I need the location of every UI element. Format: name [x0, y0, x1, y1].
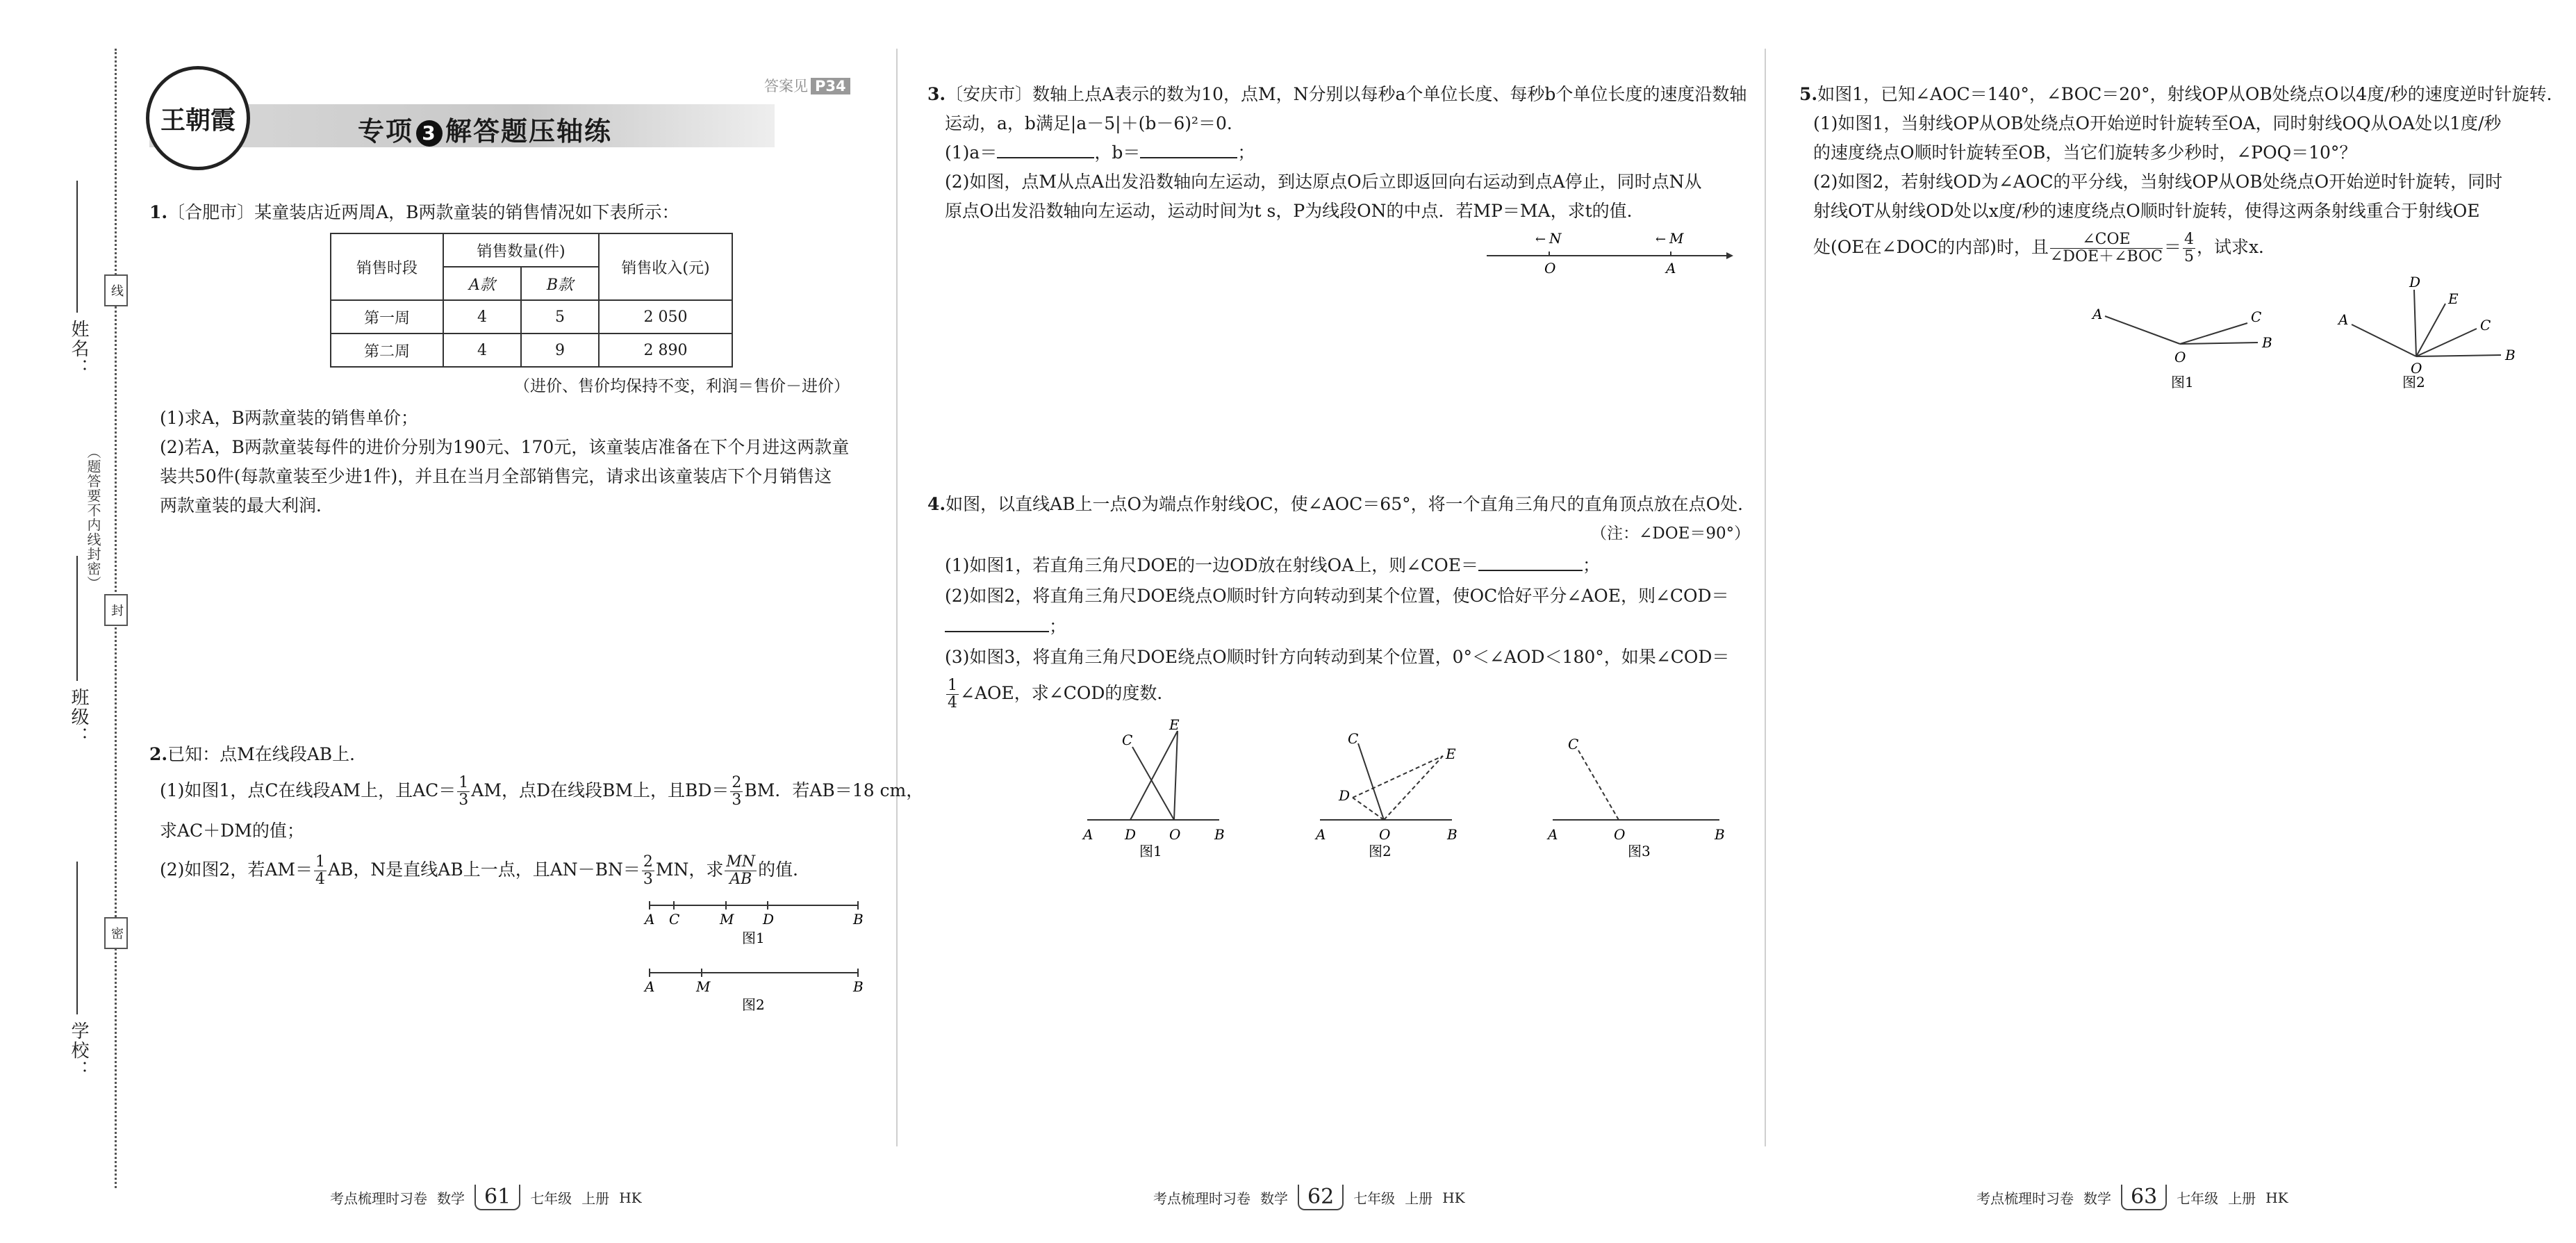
column-divider-1 — [896, 49, 898, 1146]
column-divider-2 — [1765, 49, 1766, 1146]
frac-den: 4 — [315, 871, 325, 888]
axis-arrow — [1726, 252, 1733, 259]
cell-income: 2 050 — [599, 300, 732, 334]
answer-page: P34 — [811, 78, 850, 94]
fraction-1-3 — [457, 775, 470, 809]
footer-subject: 数学 — [1260, 1190, 1288, 1207]
footer-page-63 — [1976, 1185, 2288, 1210]
label-o: O — [1544, 260, 1556, 277]
q2-part1-line1 — [160, 773, 923, 809]
q2-text: 已知：点M在线段AB上． — [167, 744, 368, 764]
label-b: B — [1715, 826, 1725, 843]
frac-den: 3 — [732, 791, 742, 809]
q4-part3-line2 — [945, 675, 1174, 711]
frac-num: 2 — [643, 853, 653, 871]
footer-grade: 七年级 — [530, 1190, 572, 1207]
label-a: A — [2338, 311, 2349, 328]
label-d: D — [1339, 787, 1351, 804]
q2-p1a: (1)如图1，点C在线段AM上，且AC＝ — [160, 780, 456, 800]
ray-oa — [2352, 324, 2416, 356]
label-c: C — [669, 911, 680, 928]
q3-number-line — [1483, 228, 1733, 277]
q5-figures — [2084, 274, 2529, 400]
q2-p2b: AB，N是直线AB上一点，且AN－BN＝ — [327, 859, 641, 880]
label-d: D — [1125, 826, 1137, 843]
th-a: A款 — [443, 267, 521, 300]
footer-page-61 — [330, 1185, 642, 1210]
q5-text: 如图1，已知∠AOC＝140°，∠BOC＝20°，射线OP从OB处绕点O以4度/秒的速度逆时针旋转． — [1817, 84, 2564, 104]
frac-den: 3 — [643, 871, 653, 888]
cell-a: 4 — [443, 300, 521, 334]
fig-caption: 图1 — [1139, 843, 1162, 859]
label-c: C — [1348, 730, 1359, 747]
q4-p2-end: ； — [1049, 616, 1067, 636]
q2-p2c: MN，求 — [655, 859, 724, 880]
q4-part2: (2)如图2，将直角三角尺DOE绕点O顺时针方向转动到某个位置，使OC恰好平分∠AOE，则∠COD＝ — [945, 586, 1729, 606]
title-text: 解答题压轴练 — [445, 116, 613, 147]
q4-part3-line1: (3)如图3，将直角三角尺DOE绕点O顺时针方向转动到某个位置，0°＜∠AOD＜180°，如果∠COD＝ — [945, 647, 1730, 667]
page-number: 63 — [2121, 1185, 2167, 1210]
q1-note: （进价、售价均保持不变，利润＝售价－进价） — [514, 377, 850, 395]
frac-num: MN — [726, 853, 756, 871]
label-d: D — [2409, 274, 2421, 290]
label-b: B — [1447, 826, 1458, 843]
label-b: B — [1214, 826, 1225, 843]
q4-p1-end: ； — [1583, 555, 1601, 575]
q4-fig2 — [1314, 730, 1458, 859]
footer-term: 上册 — [1405, 1190, 1433, 1207]
q5-part1-line2: 的速度绕点O顺时针旋转至OB，当它们旋转多少秒时，∠POQ＝10°？ — [1813, 142, 2357, 163]
page-number: 62 — [1298, 1185, 1344, 1210]
label-m: M — [1669, 230, 1684, 247]
fraction-2-3 — [730, 775, 743, 809]
school-field[interactable] — [76, 862, 78, 1014]
q5-fig1 — [2091, 306, 2272, 390]
q2-fig2 — [643, 969, 864, 1013]
th-qty: 销售数量(件) — [443, 233, 599, 267]
answer-blank-b[interactable] — [1140, 138, 1237, 158]
fraction-1-4 — [314, 854, 327, 888]
table-row — [331, 334, 732, 367]
label-e: E — [1169, 716, 1180, 733]
name-field[interactable] — [76, 181, 78, 313]
q4-p1: (1)如图1，若直角三角尺DOE的一边OD放在射线OA上，则∠COE＝ — [945, 555, 1479, 575]
label-a: A — [1083, 826, 1093, 843]
answer-reference — [764, 75, 850, 96]
label-a: A — [1666, 260, 1676, 277]
frac-den: AB — [729, 871, 752, 888]
frac-num: 2 — [732, 774, 742, 791]
ray-oc — [1358, 743, 1384, 820]
cell-b: 9 — [521, 334, 599, 367]
fig-caption: 图2 — [742, 996, 765, 1013]
frac-den: 3 — [459, 791, 469, 809]
page-number: 61 — [474, 1185, 520, 1210]
fig-caption: 图1 — [2171, 374, 2194, 390]
page-title — [358, 110, 612, 148]
q2-part1-line2: 求AC＋DM的值； — [160, 821, 304, 841]
q3-stem-line2: 运动，a，b满足|a－5|＋(b－6)²＝0. — [945, 113, 1232, 133]
ray-ob — [2416, 355, 2501, 356]
ray-oc — [1132, 747, 1174, 820]
q5-part2-line1: (2)如图2，若射线OD为∠AOC的平分线，当射线OP从OB处绕点O开始逆时针旋转，同时 — [1813, 172, 2503, 192]
q2-part2 — [160, 852, 810, 888]
label-o: O — [2174, 349, 2186, 365]
q4-p3b: ∠AOE，求∠COD的度数． — [960, 683, 1175, 703]
footer-version: HK — [2265, 1189, 2288, 1206]
q4-number: 4. — [927, 494, 946, 514]
label-n: N — [1549, 230, 1562, 247]
label-e: E — [1446, 746, 1456, 762]
q3-text: 〔安庆市〕数轴上点A表示的数为10，点M，N分别以每秒a个单位长度、每秒b个单位长度的速度沿数轴 — [946, 84, 1747, 104]
q2-p1b: AM，点D在线段BM上，且BD＝ — [471, 780, 729, 800]
label-a: A — [645, 978, 655, 995]
footer-version: HK — [1442, 1189, 1465, 1206]
side-de — [1353, 756, 1443, 798]
ray-od — [2414, 290, 2416, 356]
cell-period: 第一周 — [331, 300, 443, 334]
q1-part2-line3: 两款童装的最大利润． — [160, 495, 334, 516]
q2-p2a: (2)如图2，若AM＝ — [160, 859, 313, 880]
title-prefix: 专项 — [358, 116, 414, 147]
ray-od — [1353, 798, 1384, 820]
ray-ob — [2180, 343, 2258, 344]
q5-p2d: ＝ — [2163, 237, 2181, 257]
q2-p2d: 的值． — [758, 859, 811, 880]
sales-table — [330, 233, 733, 368]
fig-caption: 图2 — [1369, 843, 1392, 859]
q1-text: 〔合肥市〕某童装店近两周A，B两款童装的销售情况如下表所示： — [167, 202, 679, 222]
footer-term: 上册 — [581, 1190, 610, 1207]
q2-figures — [639, 893, 868, 1018]
q2-p1c: BM．若AB＝18 cm， — [744, 780, 924, 800]
cell-b: 5 — [521, 300, 599, 334]
fig-caption: 图1 — [742, 930, 765, 946]
label-b: B — [2262, 334, 2272, 351]
q3-number: 3. — [927, 84, 946, 104]
label-o: O — [1614, 826, 1626, 843]
binding-tag-mid: 封 — [104, 594, 128, 626]
fraction-coe — [2050, 231, 2163, 265]
label-o: O — [2411, 360, 2422, 377]
q4-fig3 — [1546, 736, 1725, 859]
frac-num: ∠COE — [2050, 231, 2163, 249]
q5-part2-line2: 射线OT从射线OD处以x度/秒的速度绕点O顺时针旋转，使得这两条射线重合于射线OE — [1813, 201, 2480, 221]
binding-tag-bot: 密 — [104, 917, 128, 949]
label-c: C — [2251, 308, 2262, 325]
frac-den: 4 — [948, 694, 957, 711]
q1-stem — [149, 195, 679, 231]
frac-num: 4 — [2183, 231, 2194, 248]
q4-text: 如图，以直线AB上一点O为端点作射线OC，使∠AOC＝65°，将一个直角三角尺的直角顶点放在点O处． — [946, 494, 1756, 514]
footer-series: 考点梳理时习卷 — [1976, 1190, 2074, 1207]
class-label: 班级： — [68, 688, 89, 746]
frac-num: 1 — [459, 774, 469, 791]
footer-subject: 数学 — [2083, 1190, 2111, 1207]
label-a: A — [1548, 826, 1558, 843]
label-d: D — [763, 911, 775, 928]
q3-part2-line2: 原点O出发沿数轴向左运动，运动时间为t s，P为线段ON的中点．若MP＝MA，求t的值． — [945, 201, 1644, 221]
footer-grade: 七年级 — [2177, 1190, 2219, 1207]
frac-num: 1 — [315, 853, 325, 871]
label-m: M — [696, 978, 711, 995]
q2-number: 2. — [149, 744, 168, 764]
publisher-logo: 王朝霞 — [146, 66, 250, 170]
answer-blank-cod[interactable] — [945, 611, 1049, 632]
fraction-4-5 — [2183, 231, 2195, 265]
label-a: A — [645, 911, 655, 928]
table-row — [331, 300, 732, 334]
binding-note: （题答要不内线封密） — [85, 445, 101, 591]
footer-term: 上册 — [2228, 1190, 2256, 1207]
footer-page-62 — [1153, 1185, 1465, 1210]
answer-blank-a[interactable] — [997, 138, 1094, 158]
q2-fig1 — [643, 901, 864, 946]
ray-oe — [1384, 756, 1443, 820]
q4-note: （注：∠DOE＝90°） — [1591, 525, 1751, 543]
q2-stem — [149, 736, 367, 773]
cell-income: 2 890 — [599, 334, 732, 367]
fraction-2-3b — [642, 854, 654, 888]
q1-part2-line1: (2)若A，B两款童装每件的进价分别为190元、170元，该童装店准备在下个月进这两款童 — [160, 437, 850, 457]
topic-badge: 3 — [416, 120, 443, 147]
q5-part2-line3 — [1813, 229, 2276, 265]
ray-oc — [1578, 750, 1619, 820]
q5-number: 5. — [1799, 84, 1818, 104]
arrow-left-m: ← — [1656, 232, 1667, 247]
th-b: B款 — [521, 267, 599, 300]
frac-den: 5 — [2183, 248, 2194, 265]
fig-caption: 图2 — [2402, 374, 2425, 390]
label-m: M — [720, 911, 734, 928]
q4-fig1 — [1082, 716, 1225, 859]
label-b: B — [853, 978, 864, 995]
footer-series: 考点梳理时习卷 — [330, 1190, 427, 1207]
q3-p1a: (1)a＝ — [945, 142, 998, 163]
ray-oc — [2416, 329, 2477, 356]
binding-tag-top: 线 — [104, 274, 128, 306]
name-label: 姓名： — [68, 320, 89, 378]
ray-oc — [2180, 323, 2247, 344]
class-field[interactable] — [76, 556, 78, 681]
q3-part2-line1: (2)如图，点M从点A出发沿数轴向左运动，到达原点O后立即返回向右运动到点A停止，同时点N从 — [945, 172, 1702, 192]
cell-period: 第二周 — [331, 334, 443, 367]
q5-p2e: ，试求x． — [2196, 237, 2277, 257]
th-income: 销售收入(元) — [599, 233, 732, 300]
fig-caption: 图3 — [1628, 843, 1651, 859]
school-label: 学校： — [68, 1021, 89, 1080]
q4-figures — [1073, 716, 1740, 862]
side-de — [1130, 731, 1178, 820]
footer-series: 考点梳理时习卷 — [1153, 1190, 1250, 1207]
footer-subject: 数学 — [437, 1190, 465, 1207]
label-e: E — [2448, 290, 2459, 307]
q1-part1: (1)求A，B两款童装的销售单价； — [160, 408, 418, 428]
label-c: C — [2480, 317, 2491, 334]
fraction-1-4 — [946, 677, 959, 711]
q3-p1b: ，b＝ — [1094, 142, 1141, 163]
arrow-left-n: ← — [1535, 232, 1546, 247]
frac-den: ∠DOE＋∠BOC — [2049, 248, 2163, 265]
th-period: 销售时段 — [331, 233, 443, 300]
label-b: B — [853, 911, 864, 928]
frac-num: 1 — [948, 677, 957, 694]
answer-ref-label: 答案见 — [764, 78, 808, 94]
cell-a: 4 — [443, 334, 521, 367]
ray-oe — [1174, 731, 1178, 820]
fraction-mn-ab — [725, 854, 757, 888]
label-a: A — [1316, 826, 1326, 843]
label-c: C — [1122, 732, 1133, 748]
footer-version: HK — [619, 1189, 642, 1206]
ray-oa — [2105, 316, 2180, 344]
label-o: O — [1169, 826, 1181, 843]
q5-fig2 — [2337, 274, 2516, 390]
footer-grade: 七年级 — [1353, 1190, 1396, 1207]
q1-number: 1. — [149, 202, 168, 222]
ray-oe — [2416, 304, 2445, 356]
answer-blank-coe[interactable] — [1478, 550, 1583, 571]
label-b: B — [2505, 347, 2516, 363]
q3-p1c: ； — [1237, 142, 1255, 163]
label-a: A — [2092, 306, 2103, 322]
label-c: C — [1568, 736, 1579, 752]
q5-p2c: 处(OE在∠DOC的内部)时，且 — [1813, 237, 2049, 257]
q1-part2-line2: 装共50件(每款童装至少进1件)，并且在当月全部销售完，请求出该童装店下个月销售这 — [160, 466, 832, 486]
label-o: O — [1379, 826, 1391, 843]
q5-part1-line1: (1)如图1，当射线OP从OB处绕点O开始逆时针旋转至OA，同时射线OQ从OA处以1度/秒 — [1813, 113, 2502, 133]
